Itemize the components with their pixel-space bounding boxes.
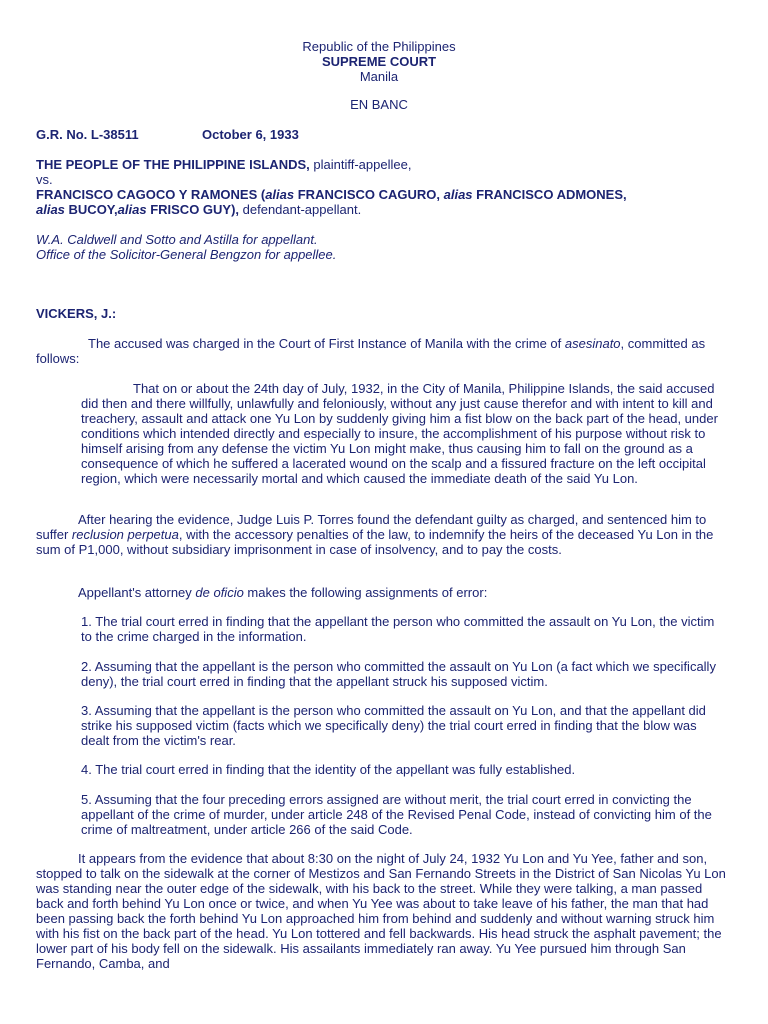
defendant-name-part: BUCOY, xyxy=(64,202,118,217)
court-name: SUPREME COURT xyxy=(321,54,437,69)
alias-word: alias xyxy=(265,187,295,202)
counsel-appellant: W.A. Caldwell and Sotto and Astilla for appellant. xyxy=(36,232,318,247)
error-item: 2. Assuming that the appellant is the person who committed the assault on Yu Lon (a fact which we specifically deny), the trial court erred in finding that the appellant struck his supposed victim. xyxy=(81,659,716,689)
defendant-name-part: FRISCO GUY), xyxy=(146,202,240,217)
plaintiff-role: plaintiff-appellee, xyxy=(309,157,412,172)
paragraph-3 xyxy=(36,585,726,600)
court-city: Manila xyxy=(359,69,399,84)
text-run: After hearing the evidence, Judge Luis P. Torres found the defendant guilty as charged, and sentenced him to suffer xyxy=(36,512,707,542)
case-number-line xyxy=(36,127,726,142)
text-run: makes the following assignments of error: xyxy=(243,585,488,600)
text-run: Appellant's attorney xyxy=(78,585,196,600)
paragraph-4: It appears from the evidence that about 8:30 on the night of July 24, 1932 Yu Lon and Yu Yee, father and son, stopped to talk on the sidewalk at the corner of Mestizos and San Fernando Streets in the District of San Nicolas Yu Lon was standing near the outer edge of the sidewalk, with his back to the street. While they were talking, a man passed back and forth behind Yu Lon once or twice, and when Yu Yee was about to take leave of his father, the man that had been passing back the forth behind Yu Lon approached him from behind and suddenly and without warning struck him with his fist on the back part of the head. Yu Lon tottered and fell backwards. His head struck the asphalt pavement; the lower part of his body fell on the sidewalk. His assailants immediately ran away. Yu Yee pursued him through San Fernando, Camba, and xyxy=(36,851,726,971)
plaintiff-line xyxy=(36,157,726,172)
defendant-name-part: FRANCISCO CAGURO, xyxy=(294,187,444,202)
text-run: , with the accessory penalties of the law, to indemnify the heirs of the deceased Yu Lon in the sum of P1,000, without subsidiary imprisonment in case of insolvency, and to pay the costs. xyxy=(36,527,714,557)
error-item: 5. Assuming that the four preceding errors assigned are without merit, the trial court erred in convicting the appellant of the crime of murder, under article 248 of the Revised Penal Code, instead of convicting him of the crime of maltreatment, under article 266 of the said Code. xyxy=(81,792,712,837)
italic-term: reclusion perpetua xyxy=(71,527,179,542)
alias-word: alias xyxy=(443,187,473,202)
plaintiff-name: THE PEOPLE OF THE PHILIPPINE ISLANDS, xyxy=(36,157,310,172)
defendant-name-part: FRANCISCO ADMONES, xyxy=(472,187,627,202)
decision-date: October 6, 1933 xyxy=(202,127,299,142)
defendant-role: defendant-appellant. xyxy=(239,202,362,217)
counsel-block xyxy=(36,232,726,262)
case-caption xyxy=(36,157,726,217)
alias-word: alias xyxy=(36,202,65,217)
defendant-name-part: FRANCISCO CAGOCO Y RAMONES ( xyxy=(36,187,266,202)
information-quote: That on or about the 24th day of July, 1932, in the City of Manila, Philippine Islands, the said accused did then and there willfully, unlawfully and feloniously, without any just cause therefor and with intent to kill and treachery, assault and attack one Yu Lon by suddenly giving him a fist blow on the back part of the head, under conditions which intended directly and especially to insure, the accomplishment of his purpose without risk to himself arising from any defense the victim Yu Lon might make, thus causing him to fall on the ground as a consequence of which he suffered a lacerated wound on the scalp and a fissured fracture on the left occipital region, which were necessarily mortal and which caused the immediate death of the said Yu Lon. xyxy=(81,381,718,486)
error-item: 1. The trial court erred in finding that the appellant the person who committed the assault on Yu Lon, the victim to the crime charged in the information. xyxy=(81,614,715,644)
republic-line: Republic of the Philippines xyxy=(302,39,456,54)
error-item: 4. The trial court erred in finding that the identity of the appellant was fully established. xyxy=(81,762,576,777)
paragraph-2 xyxy=(36,512,726,557)
ponente: VICKERS, J.: xyxy=(36,306,117,321)
court-header xyxy=(0,39,758,84)
counsel-appellee: Office of the Solicitor-General Bengzon for appellee. xyxy=(36,247,337,262)
text-run: The accused was charged in the Court of First Instance of Manila with the crime of xyxy=(88,336,565,351)
defendant-line xyxy=(36,187,646,217)
text-run: , committed as follows: xyxy=(36,336,706,366)
italic-term: de oficio xyxy=(195,585,244,600)
italic-term: asesinato xyxy=(564,336,621,351)
versus-label: vs. xyxy=(36,172,53,187)
gr-number: G.R. No. L-38511 xyxy=(36,127,139,142)
error-item: 3. Assuming that the appellant is the person who committed the assault on Yu Lon, and that the appellant did strike his supposed victim (facts which we specifically deny) the trial court erred in finding that the blow was dealt from the victim's rear. xyxy=(81,703,706,748)
division-label: EN BANC xyxy=(350,97,408,112)
paragraph-1 xyxy=(36,336,726,366)
alias-word: alias xyxy=(117,202,147,217)
